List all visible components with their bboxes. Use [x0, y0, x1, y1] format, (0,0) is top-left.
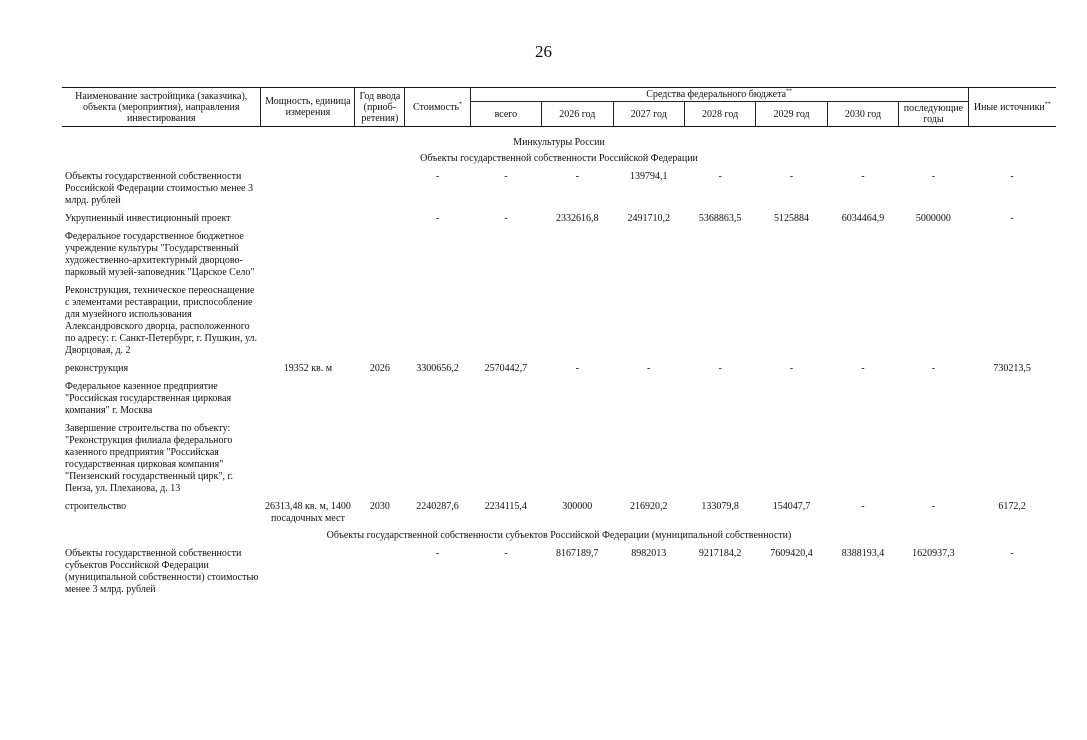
- row-2027: 139794,1: [629, 171, 668, 182]
- row-2030: 8388193,4: [841, 548, 885, 559]
- row-cost: -: [435, 548, 440, 559]
- row-name: строительство: [65, 501, 127, 512]
- row-2029: 5125884: [774, 213, 810, 224]
- row-2026: 2332616,8: [556, 213, 599, 224]
- row-total: -: [504, 548, 508, 559]
- row-2027: 8982013: [631, 548, 667, 559]
- row-other: -: [1010, 213, 1014, 224]
- section-regional-objects: Объекты государственной собственности субъектов Российской Федерации (муниципальной собственности): [326, 530, 792, 541]
- row-name: Объекты государственной собственности Российской Федерации стоимостью менее 3 млрд. рублей: [65, 171, 253, 206]
- table-row: [62, 417, 1056, 495]
- row-2028: 5368863,5: [698, 213, 742, 224]
- header-other-sources: Иные источники**: [968, 88, 1056, 127]
- header-2030: 2030 год: [827, 102, 898, 127]
- section-ministry: Минкультуры России: [513, 137, 605, 148]
- row-2029: -: [789, 363, 794, 374]
- row-2026: 300000: [562, 501, 593, 512]
- row-2028: -: [718, 363, 722, 374]
- row-name: Реконструкция, техническое переоснащение с элементами реставрации, приспособление для музейного использования Александровского дворца, расположенного по адресу: г. Санкт-Петербург, г. Пушкин, ул. Дворцовая, д. 2: [65, 285, 258, 356]
- table-row: [62, 357, 1056, 375]
- header-2028: 2028 год: [684, 102, 755, 127]
- section-federal-objects: Объекты государственной собственности Российской Федерации: [420, 153, 698, 164]
- row-cost: 2240287,6: [416, 501, 459, 512]
- row-capacity: [261, 542, 355, 596]
- table-row: [62, 225, 1056, 279]
- row-next: -: [931, 501, 936, 512]
- row-2030: -: [861, 501, 865, 512]
- header-2026: 2026 год: [542, 102, 613, 127]
- row-total: 2234115,4: [484, 501, 527, 512]
- row-year: [355, 207, 405, 225]
- row-2026: -: [575, 363, 579, 374]
- table-row: [62, 495, 1056, 525]
- row-next: 5000000: [915, 213, 951, 224]
- header-next-years: последующие годы: [899, 102, 968, 127]
- row-cost: 3300656,2: [416, 363, 459, 374]
- row-2029: 7609420,4: [770, 548, 813, 559]
- row-2029: -: [789, 171, 794, 182]
- table-row: [62, 542, 1056, 596]
- table-row: [62, 279, 1056, 357]
- row-next: -: [931, 171, 936, 182]
- row-year: 2026: [369, 363, 390, 374]
- row-total: -: [504, 213, 508, 224]
- header-capacity: Мощность, единица измерения: [261, 88, 355, 127]
- row-2027: 216920,2: [629, 501, 668, 512]
- row-name: Объекты государственной собственности субъектов Российской Федерации (муниципальной собственности) стоимостью менее 3 млрд. рублей: [65, 548, 259, 595]
- table-header: [62, 88, 1056, 127]
- row-2030: -: [861, 363, 865, 374]
- header-2029: 2029 год: [756, 102, 827, 127]
- table-body: [62, 127, 1056, 597]
- row-2026: 8167189,7: [556, 548, 599, 559]
- header-total: всего: [470, 102, 541, 127]
- row-2027: -: [647, 363, 651, 374]
- row-name: Укрупненный инвестиционный проект: [65, 213, 231, 224]
- row-name: реконструкция: [65, 363, 129, 374]
- header-2027: 2027 год: [613, 102, 684, 127]
- row-other: 730213,5: [993, 363, 1031, 374]
- table-row: [62, 165, 1056, 207]
- row-next: 1620937,3: [912, 548, 955, 559]
- table-row: [62, 375, 1056, 417]
- row-2030: -: [861, 171, 865, 182]
- row-capacity: 19352 кв. м: [283, 363, 333, 374]
- budget-table: [62, 87, 1056, 596]
- page-number: 26: [535, 42, 552, 61]
- row-name: Завершение строительства по объекту: "Реконструкция филиала федерального казенного предприятия "Российская государственная цирковая компания" "Пензенский государственный цирк", г. Пенза, ул. Плеханова, д. 13: [65, 423, 233, 494]
- row-year: 2030: [369, 501, 390, 512]
- row-2029: 154047,7: [772, 501, 811, 512]
- row-capacity: [261, 207, 355, 225]
- row-next: -: [931, 363, 936, 374]
- row-cost: -: [435, 171, 440, 182]
- row-total: -: [504, 171, 508, 182]
- row-2027: 2491710,2: [627, 213, 670, 224]
- row-year: [355, 542, 405, 596]
- row-capacity: [261, 165, 355, 207]
- row-2028: 133079,8: [701, 501, 739, 512]
- row-2028: 9217184,2: [698, 548, 742, 559]
- row-total: 2570442,7: [484, 363, 528, 374]
- row-name: Федеральное казенное предприятие "Российская государственная цирковая компания" г. Москва: [65, 381, 232, 416]
- row-2030: 6034464,9: [841, 213, 885, 224]
- row-2026: -: [575, 171, 579, 182]
- row-cost: -: [435, 213, 440, 224]
- row-other: -: [1010, 548, 1014, 559]
- header-cost: Стоимость*: [405, 88, 470, 127]
- header-federal-budget: Средства федерального бюджета**: [470, 88, 968, 102]
- row-2028: -: [718, 171, 722, 182]
- table-row: [62, 207, 1056, 225]
- row-capacity: 26313,48 кв. м, 1400 посадочных мест: [264, 501, 351, 524]
- header-name: Наименование застройщика (заказчика), объекта (мероприятия), направления инвестирования: [62, 88, 261, 127]
- row-year: [355, 165, 405, 207]
- row-name: Федеральное государственное бюджетное учреждение культуры "Государственный художественно-архитектурный дворцово-парковый музей-заповедник "Царское Село": [65, 231, 255, 278]
- row-other: 6172,2: [998, 501, 1026, 512]
- header-year: Год ввода (приоб-ретения): [355, 88, 405, 127]
- row-other: -: [1010, 171, 1014, 182]
